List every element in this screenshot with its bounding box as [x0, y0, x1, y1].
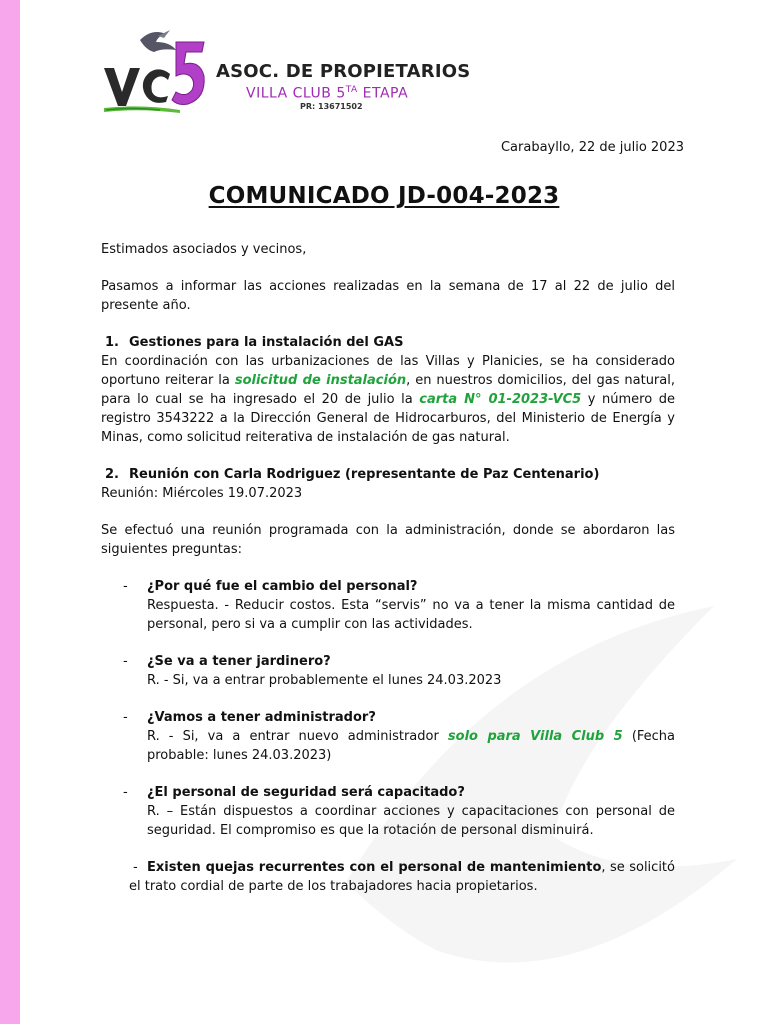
final-note-text — [129, 858, 675, 896]
association-registry: PR: 13671502 — [300, 101, 363, 111]
question-text: ¿Se va a tener jardinero? — [147, 654, 331, 669]
document-body — [101, 240, 675, 896]
association-header — [216, 62, 470, 112]
question-dash: - — [123, 785, 128, 800]
document-title: COMUNICADO JD-004-2023 — [208, 183, 560, 209]
carta-link: carta N° 01-2023-VC5 — [419, 392, 582, 407]
association-subtitle — [246, 82, 470, 102]
question-text: ¿Vamos a tener administrador? — [147, 710, 376, 725]
final-dash: - — [133, 860, 138, 875]
solicitud-link: solicitud de instalación — [234, 373, 407, 388]
page-left-band — [0, 0, 20, 1024]
vc5-logo — [100, 26, 210, 114]
section-1-heading — [101, 333, 675, 352]
question-text: ¿Por qué fue el cambio del personal? — [147, 579, 418, 594]
meeting-date: Reunión: Miércoles 19.07.2023 — [101, 486, 303, 501]
section-2-intro: Se efectuó una reunión programada con la administración, donde se abordaron las siguientes preguntas: — [101, 523, 675, 557]
answer-text — [147, 727, 675, 765]
section-1-text-a: En coordinación con las urbanizaciones de las Villas y Planicies, se ha considerado oportuno reiterar la — [101, 354, 675, 388]
answer-pre: R. - Si, va a entrar nuevo administrador — [147, 729, 448, 744]
section-1-title: Gestiones para la instalación del GAS — [129, 335, 404, 350]
answer-post: (Fecha probable: lunes 24.03.2023) — [147, 729, 676, 763]
section-1-paragraph — [101, 352, 675, 447]
assoc-sub-sup: TA — [345, 85, 358, 95]
assoc-sub-end: ETAPA — [357, 85, 409, 102]
question-dash: - — [123, 710, 128, 725]
section-2-title: Reunión con Carla Rodriguez (representante de Paz Centenario) — [129, 467, 600, 482]
final-note-rest: , se solicitó el trato cordial de parte de los trabajadores hacia propietarios. — [129, 860, 675, 894]
question-item — [101, 577, 675, 634]
association-title: ASOC. DE PROPIETARIOS — [216, 61, 471, 82]
question-text: ¿El personal de seguridad será capacitado? — [147, 785, 465, 800]
question-item — [101, 652, 675, 690]
greeting: Estimados asociados y vecinos, — [101, 242, 307, 257]
answer-text: R. - Si, va a entrar probablemente el lunes 24.03.2023 — [147, 673, 502, 688]
intro-paragraph: Pasamos a informar las acciones realizadas en la semana de 17 al 22 de julio del presente año. — [101, 279, 675, 313]
final-note — [101, 858, 675, 896]
section-2-heading — [101, 465, 675, 484]
question-dash: - — [123, 579, 128, 594]
question-dash: - — [123, 654, 128, 669]
section-1-text-b: , en nuestros domicilios, del gas natural, para lo cual se ha ingresado el 20 de julio la — [101, 373, 675, 407]
section-2-number: 2. — [105, 467, 119, 482]
final-note-bold: Existen quejas recurrentes con el personal de mantenimiento — [147, 860, 602, 875]
section-1-text-c: y número de registro 3543222 a la Dirección General de Hidrocarburos, del Ministerio de Energía y Minas, como solicitud reiterativa de instalación de gas natural. — [101, 392, 676, 445]
assoc-sub-main: VILLA CLUB 5 — [246, 85, 346, 102]
question-item — [101, 708, 675, 765]
document-date: Carabayllo, 22 de julio 2023 — [500, 140, 684, 155]
villa-club-5-highlight: solo para Villa Club 5 — [447, 729, 623, 744]
answer-text: Respuesta. - Reducir costos. Esta “servis” no va a tener la misma cantidad de personal, pero si va a cumplir con las actividades. — [147, 598, 675, 632]
answer-text: R. – Están dispuestos a coordinar acciones y capacitaciones con personal de seguridad. El compromiso es que la rotación de personal disminuirá. — [147, 804, 675, 838]
section-1-number: 1. — [105, 335, 119, 350]
question-item — [101, 783, 675, 840]
